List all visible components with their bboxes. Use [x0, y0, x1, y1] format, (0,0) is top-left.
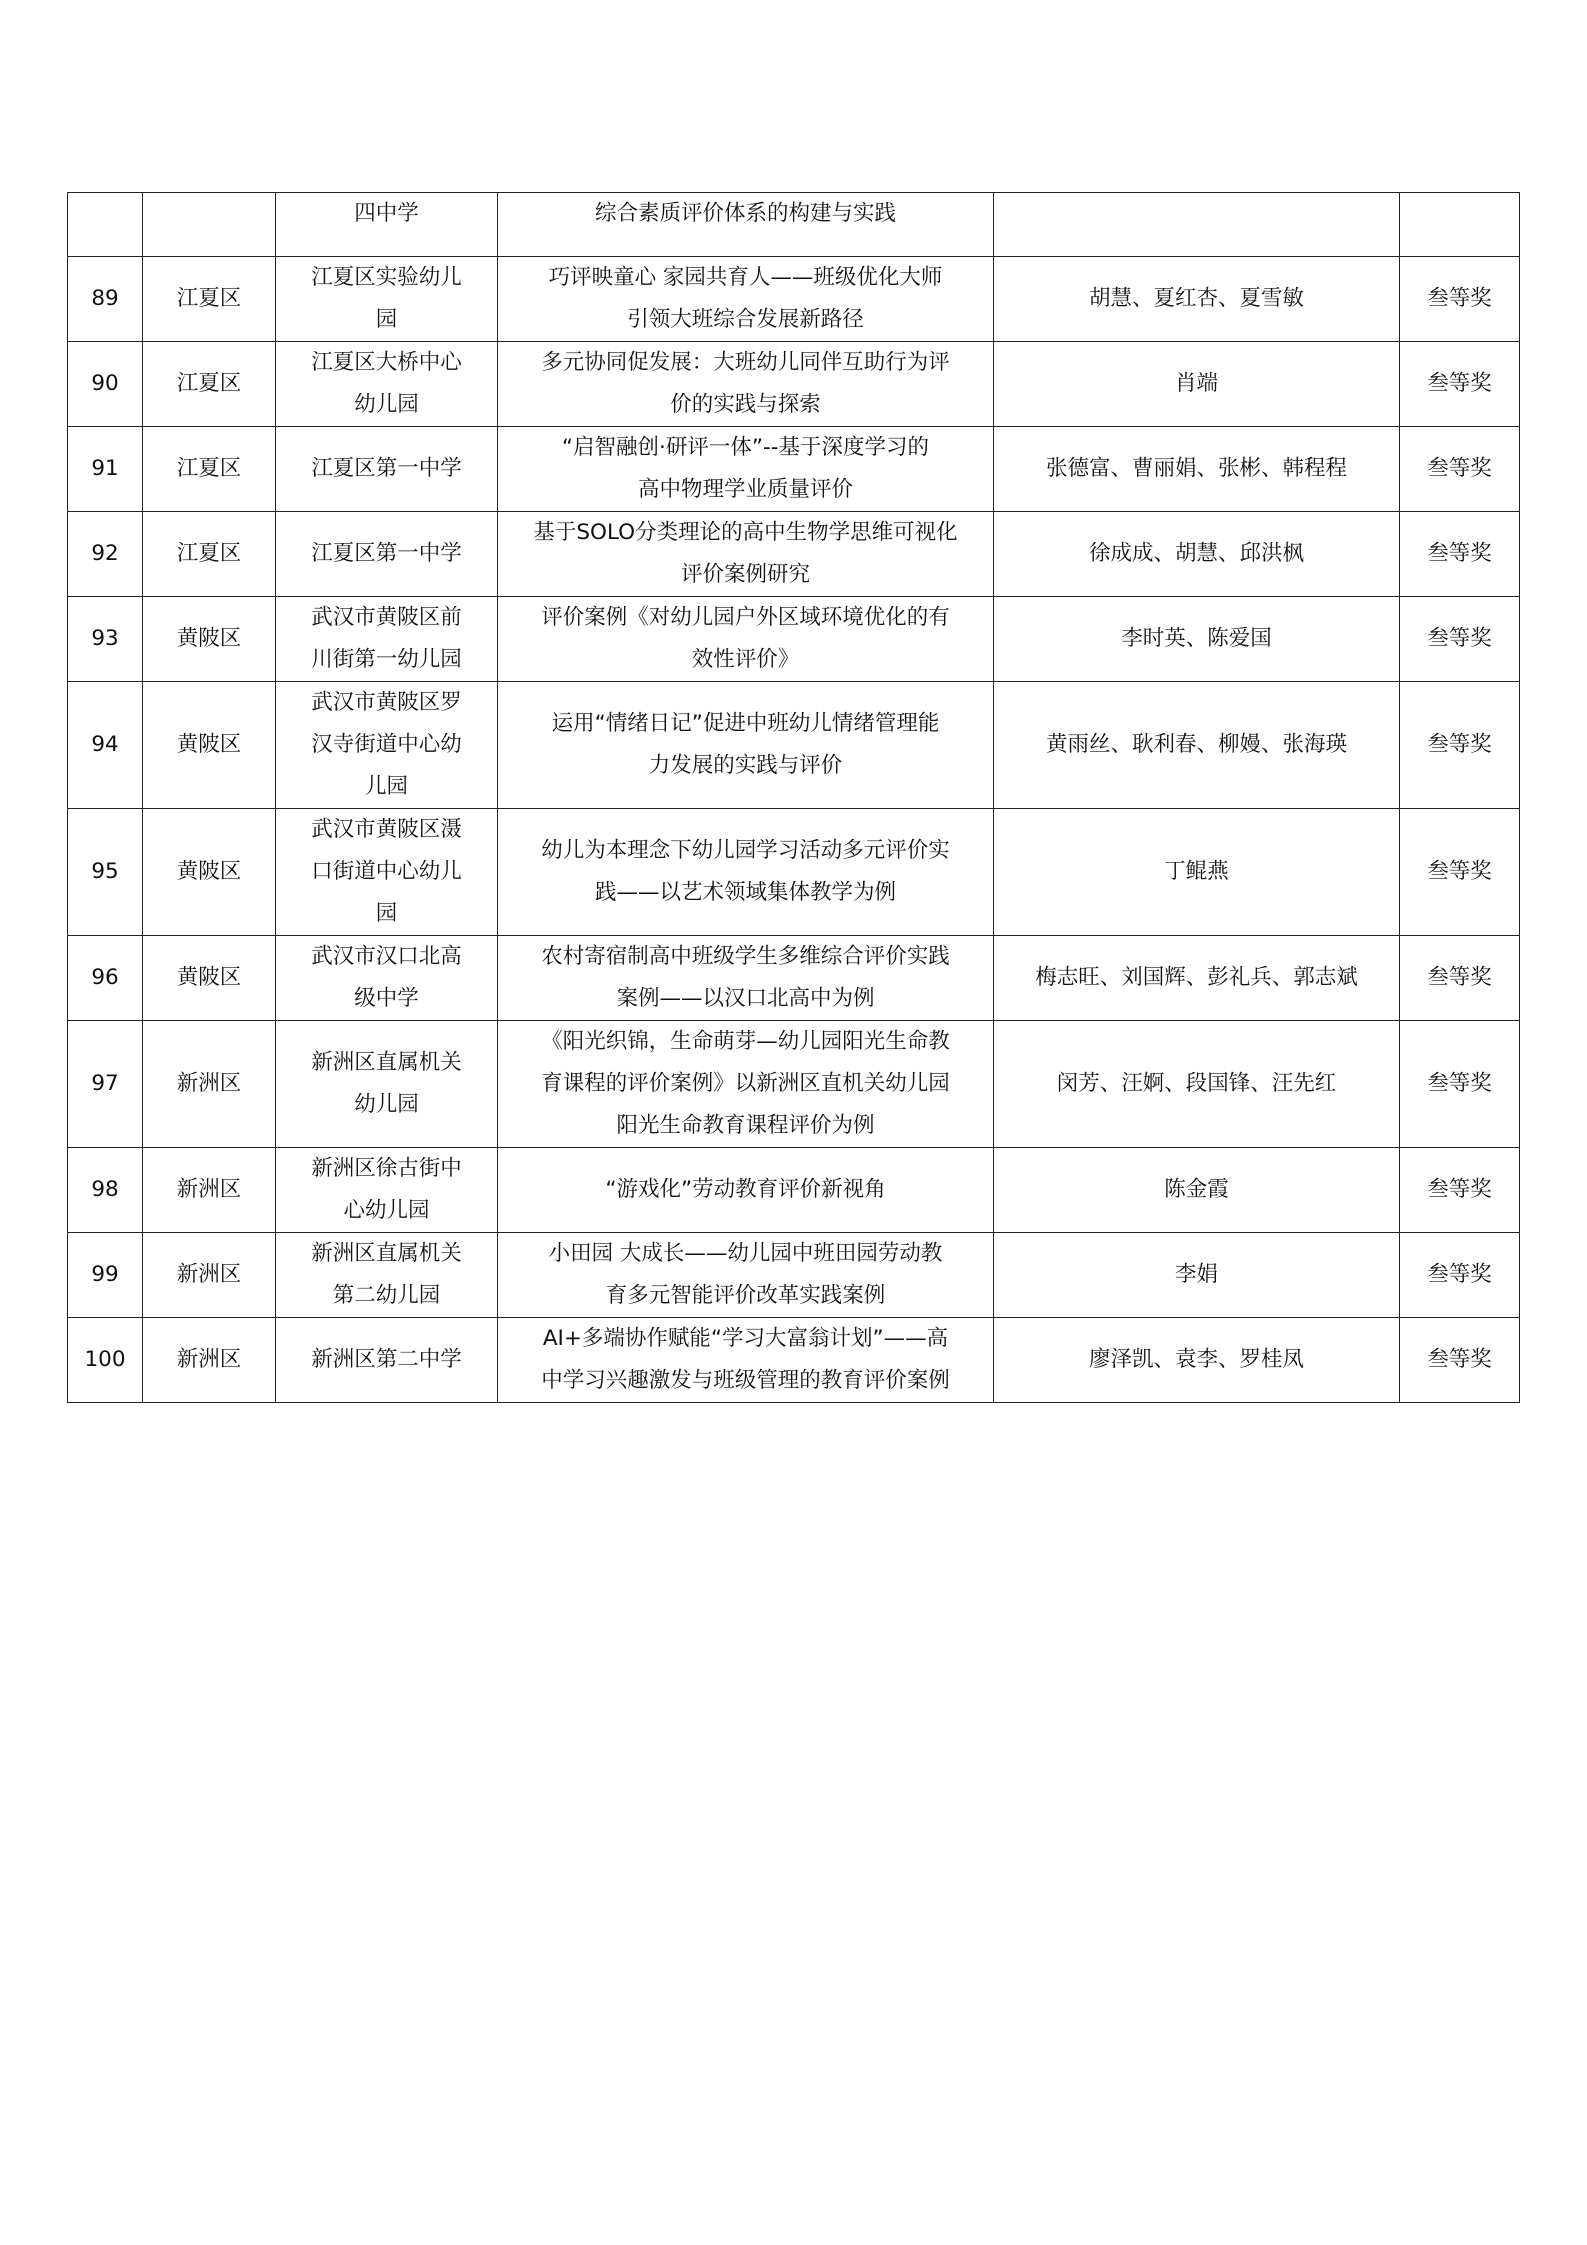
table-row — [68, 512, 1520, 597]
cell-authors: 廖泽凯、袁李、罗桂凤 — [994, 1318, 1400, 1403]
title-line: 价的实践与探索 — [670, 392, 821, 417]
cell-district: 黄陂区 — [143, 682, 276, 809]
title-line: 高中物理学业质量评价 — [637, 477, 853, 502]
awards-table — [67, 192, 1520, 1403]
cell-award: 叁等奖 — [1400, 682, 1520, 809]
cell-title — [498, 597, 994, 682]
title-line: 效性评价》 — [691, 647, 800, 672]
school-line: 江夏区第一中学 — [311, 456, 462, 481]
cell-award: 叁等奖 — [1400, 1233, 1520, 1318]
document-page — [67, 192, 1519, 1403]
title-line: 践——以艺术领域集体教学为例 — [594, 880, 896, 905]
cell-authors: 胡慧、夏红杏、夏雪敏 — [994, 257, 1400, 342]
cell-authors: 陈金霞 — [994, 1148, 1400, 1233]
continuation-row — [68, 193, 1520, 257]
cell-no: 91 — [68, 427, 143, 512]
cell-title — [498, 1318, 994, 1403]
school-line: 级中学 — [354, 986, 419, 1011]
cell-award: 叁等奖 — [1400, 512, 1520, 597]
cell-no — [68, 193, 143, 257]
cell-award: 叁等奖 — [1400, 1021, 1520, 1148]
cell-school — [276, 682, 498, 809]
cell-award: 叁等奖 — [1400, 1148, 1520, 1233]
cell-award: 叁等奖 — [1400, 809, 1520, 936]
title-line: 小田园 大成长——幼儿园中班田园劳动教 — [548, 1241, 943, 1266]
cell-district: 新洲区 — [143, 1318, 276, 1403]
school-line: 四中学 — [354, 201, 419, 226]
cell-award — [1400, 193, 1520, 257]
school-line: 川街第一幼儿园 — [311, 647, 462, 672]
cell-district: 江夏区 — [143, 342, 276, 427]
cell-no: 89 — [68, 257, 143, 342]
cell-no: 95 — [68, 809, 143, 936]
title-line: 幼儿为本理念下幼儿园学习活动多元评价实 — [541, 838, 950, 863]
cell-school — [276, 1318, 498, 1403]
table-row — [68, 597, 1520, 682]
title-line: 运用“情绪日记”促进中班幼儿情绪管理能 — [551, 711, 940, 736]
school-line: 江夏区第一中学 — [311, 541, 462, 566]
title-line: 阳光生命教育课程评价为例 — [616, 1113, 875, 1138]
table-row — [68, 1233, 1520, 1318]
cell-no: 98 — [68, 1148, 143, 1233]
cell-title — [498, 193, 994, 257]
cell-award: 叁等奖 — [1400, 936, 1520, 1021]
cell-title — [498, 1148, 994, 1233]
title-line: 中学习兴趣激发与班级管理的教育评价案例 — [541, 1368, 950, 1393]
table-row — [68, 1021, 1520, 1148]
cell-authors: 张德富、曹丽娟、张彬、韩程程 — [994, 427, 1400, 512]
school-line: 园 — [375, 901, 398, 926]
school-line: 江夏区大桥中心 — [311, 350, 462, 375]
cell-title — [498, 427, 994, 512]
school-line: 心幼儿园 — [343, 1198, 430, 1223]
cell-school — [276, 1233, 498, 1318]
title-line: 评价案例研究 — [680, 562, 810, 587]
cell-title — [498, 512, 994, 597]
cell-school — [276, 193, 498, 257]
title-line: 《阳光织锦，生命萌芽—幼儿园阳光生命教 — [541, 1029, 950, 1054]
cell-authors — [994, 193, 1400, 257]
cell-title — [498, 682, 994, 809]
cell-no: 96 — [68, 936, 143, 1021]
cell-school — [276, 1148, 498, 1233]
school-line: 武汉市黄陂区前 — [311, 605, 462, 630]
school-line: 儿园 — [364, 774, 408, 799]
cell-title — [498, 342, 994, 427]
school-line: 幼儿园 — [354, 1092, 419, 1117]
cell-district: 江夏区 — [143, 257, 276, 342]
cell-no: 97 — [68, 1021, 143, 1148]
cell-school — [276, 512, 498, 597]
school-line: 新洲区徐古街中 — [311, 1156, 462, 1181]
title-line: “游戏化”劳动教育评价新视角 — [605, 1177, 886, 1202]
table-row — [68, 342, 1520, 427]
table-row — [68, 1318, 1520, 1403]
cell-no: 90 — [68, 342, 143, 427]
table-row — [68, 809, 1520, 936]
title-line: 案例——以汉口北高中为例 — [616, 986, 875, 1011]
cell-authors: 李娟 — [994, 1233, 1400, 1318]
cell-authors: 肖端 — [994, 342, 1400, 427]
school-line: 武汉市汉口北高 — [311, 944, 462, 969]
cell-title — [498, 1021, 994, 1148]
school-line: 江夏区实验幼儿 — [311, 265, 462, 290]
cell-no: 94 — [68, 682, 143, 809]
cell-no: 99 — [68, 1233, 143, 1318]
cell-authors: 梅志旺、刘国辉、彭礼兵、郭志斌 — [994, 936, 1400, 1021]
cell-district: 黄陂区 — [143, 809, 276, 936]
school-line: 第二幼儿园 — [332, 1283, 441, 1308]
cell-award: 叁等奖 — [1400, 1318, 1520, 1403]
title-line: 基于SOLO分类理论的高中生物学思维可视化 — [533, 520, 958, 545]
cell-district: 江夏区 — [143, 512, 276, 597]
cell-no: 92 — [68, 512, 143, 597]
school-line: 新洲区第二中学 — [311, 1347, 462, 1372]
school-line: 口街道中心幼儿 — [311, 859, 462, 884]
cell-award: 叁等奖 — [1400, 257, 1520, 342]
cell-school — [276, 257, 498, 342]
cell-district: 黄陂区 — [143, 936, 276, 1021]
school-line: 武汉市黄陂区罗 — [311, 690, 462, 715]
cell-authors: 李时英、陈爱国 — [994, 597, 1400, 682]
cell-school — [276, 597, 498, 682]
title-line: 引领大班综合发展新路径 — [627, 307, 864, 332]
cell-authors: 闵芳、汪婀、段国锋、汪先红 — [994, 1021, 1400, 1148]
cell-authors: 徐成成、胡慧、邱洪枫 — [994, 512, 1400, 597]
awards-table-body — [68, 193, 1520, 1403]
table-row — [68, 682, 1520, 809]
cell-authors: 丁鲲燕 — [994, 809, 1400, 936]
title-line: 力发展的实践与评价 — [648, 753, 843, 778]
table-row — [68, 257, 1520, 342]
table-row — [68, 427, 1520, 512]
cell-district: 江夏区 — [143, 427, 276, 512]
cell-district — [143, 193, 276, 257]
cell-title — [498, 1233, 994, 1318]
cell-school — [276, 936, 498, 1021]
title-line: 评价案例《对幼儿园户外区域环境优化的有 — [541, 605, 950, 630]
school-line: 武汉市黄陂区滠 — [311, 817, 462, 842]
title-line: 农村寄宿制高中班级学生多维综合评价实践 — [541, 944, 950, 969]
title-line: 综合素质评价体系的构建与实践 — [594, 201, 896, 226]
cell-school — [276, 1021, 498, 1148]
cell-school — [276, 427, 498, 512]
cell-no: 93 — [68, 597, 143, 682]
title-line: “启智融创·研评一体”--基于深度学习的 — [561, 435, 930, 460]
title-line: 育多元智能评价改革实践案例 — [605, 1283, 886, 1308]
cell-no: 100 — [68, 1318, 143, 1403]
title-line: 巧评映童心 家园共育人——班级优化大师 — [548, 265, 943, 290]
title-line: AI+多端协作赋能“学习大富翁计划”——高 — [542, 1326, 949, 1351]
cell-school — [276, 342, 498, 427]
school-line: 园 — [375, 307, 398, 332]
cell-title — [498, 809, 994, 936]
table-row — [68, 936, 1520, 1021]
cell-authors: 黄雨丝、耿利春、柳嫚、张海瑛 — [994, 682, 1400, 809]
school-line: 新洲区直属机关 — [311, 1241, 462, 1266]
cell-award: 叁等奖 — [1400, 342, 1520, 427]
cell-award: 叁等奖 — [1400, 597, 1520, 682]
title-line: 多元协同促发展：大班幼儿同伴互助行为评 — [541, 350, 950, 375]
table-row — [68, 1148, 1520, 1233]
school-line: 幼儿园 — [354, 392, 419, 417]
cell-district: 新洲区 — [143, 1021, 276, 1148]
school-line: 汉寺街道中心幼 — [311, 732, 462, 757]
cell-district: 新洲区 — [143, 1233, 276, 1318]
cell-award: 叁等奖 — [1400, 427, 1520, 512]
cell-title — [498, 257, 994, 342]
title-line: 育课程的评价案例》以新洲区直机关幼儿园 — [541, 1071, 950, 1096]
cell-school — [276, 809, 498, 936]
cell-district: 黄陂区 — [143, 597, 276, 682]
cell-title — [498, 936, 994, 1021]
cell-district: 新洲区 — [143, 1148, 276, 1233]
school-line: 新洲区直属机关 — [311, 1050, 462, 1075]
